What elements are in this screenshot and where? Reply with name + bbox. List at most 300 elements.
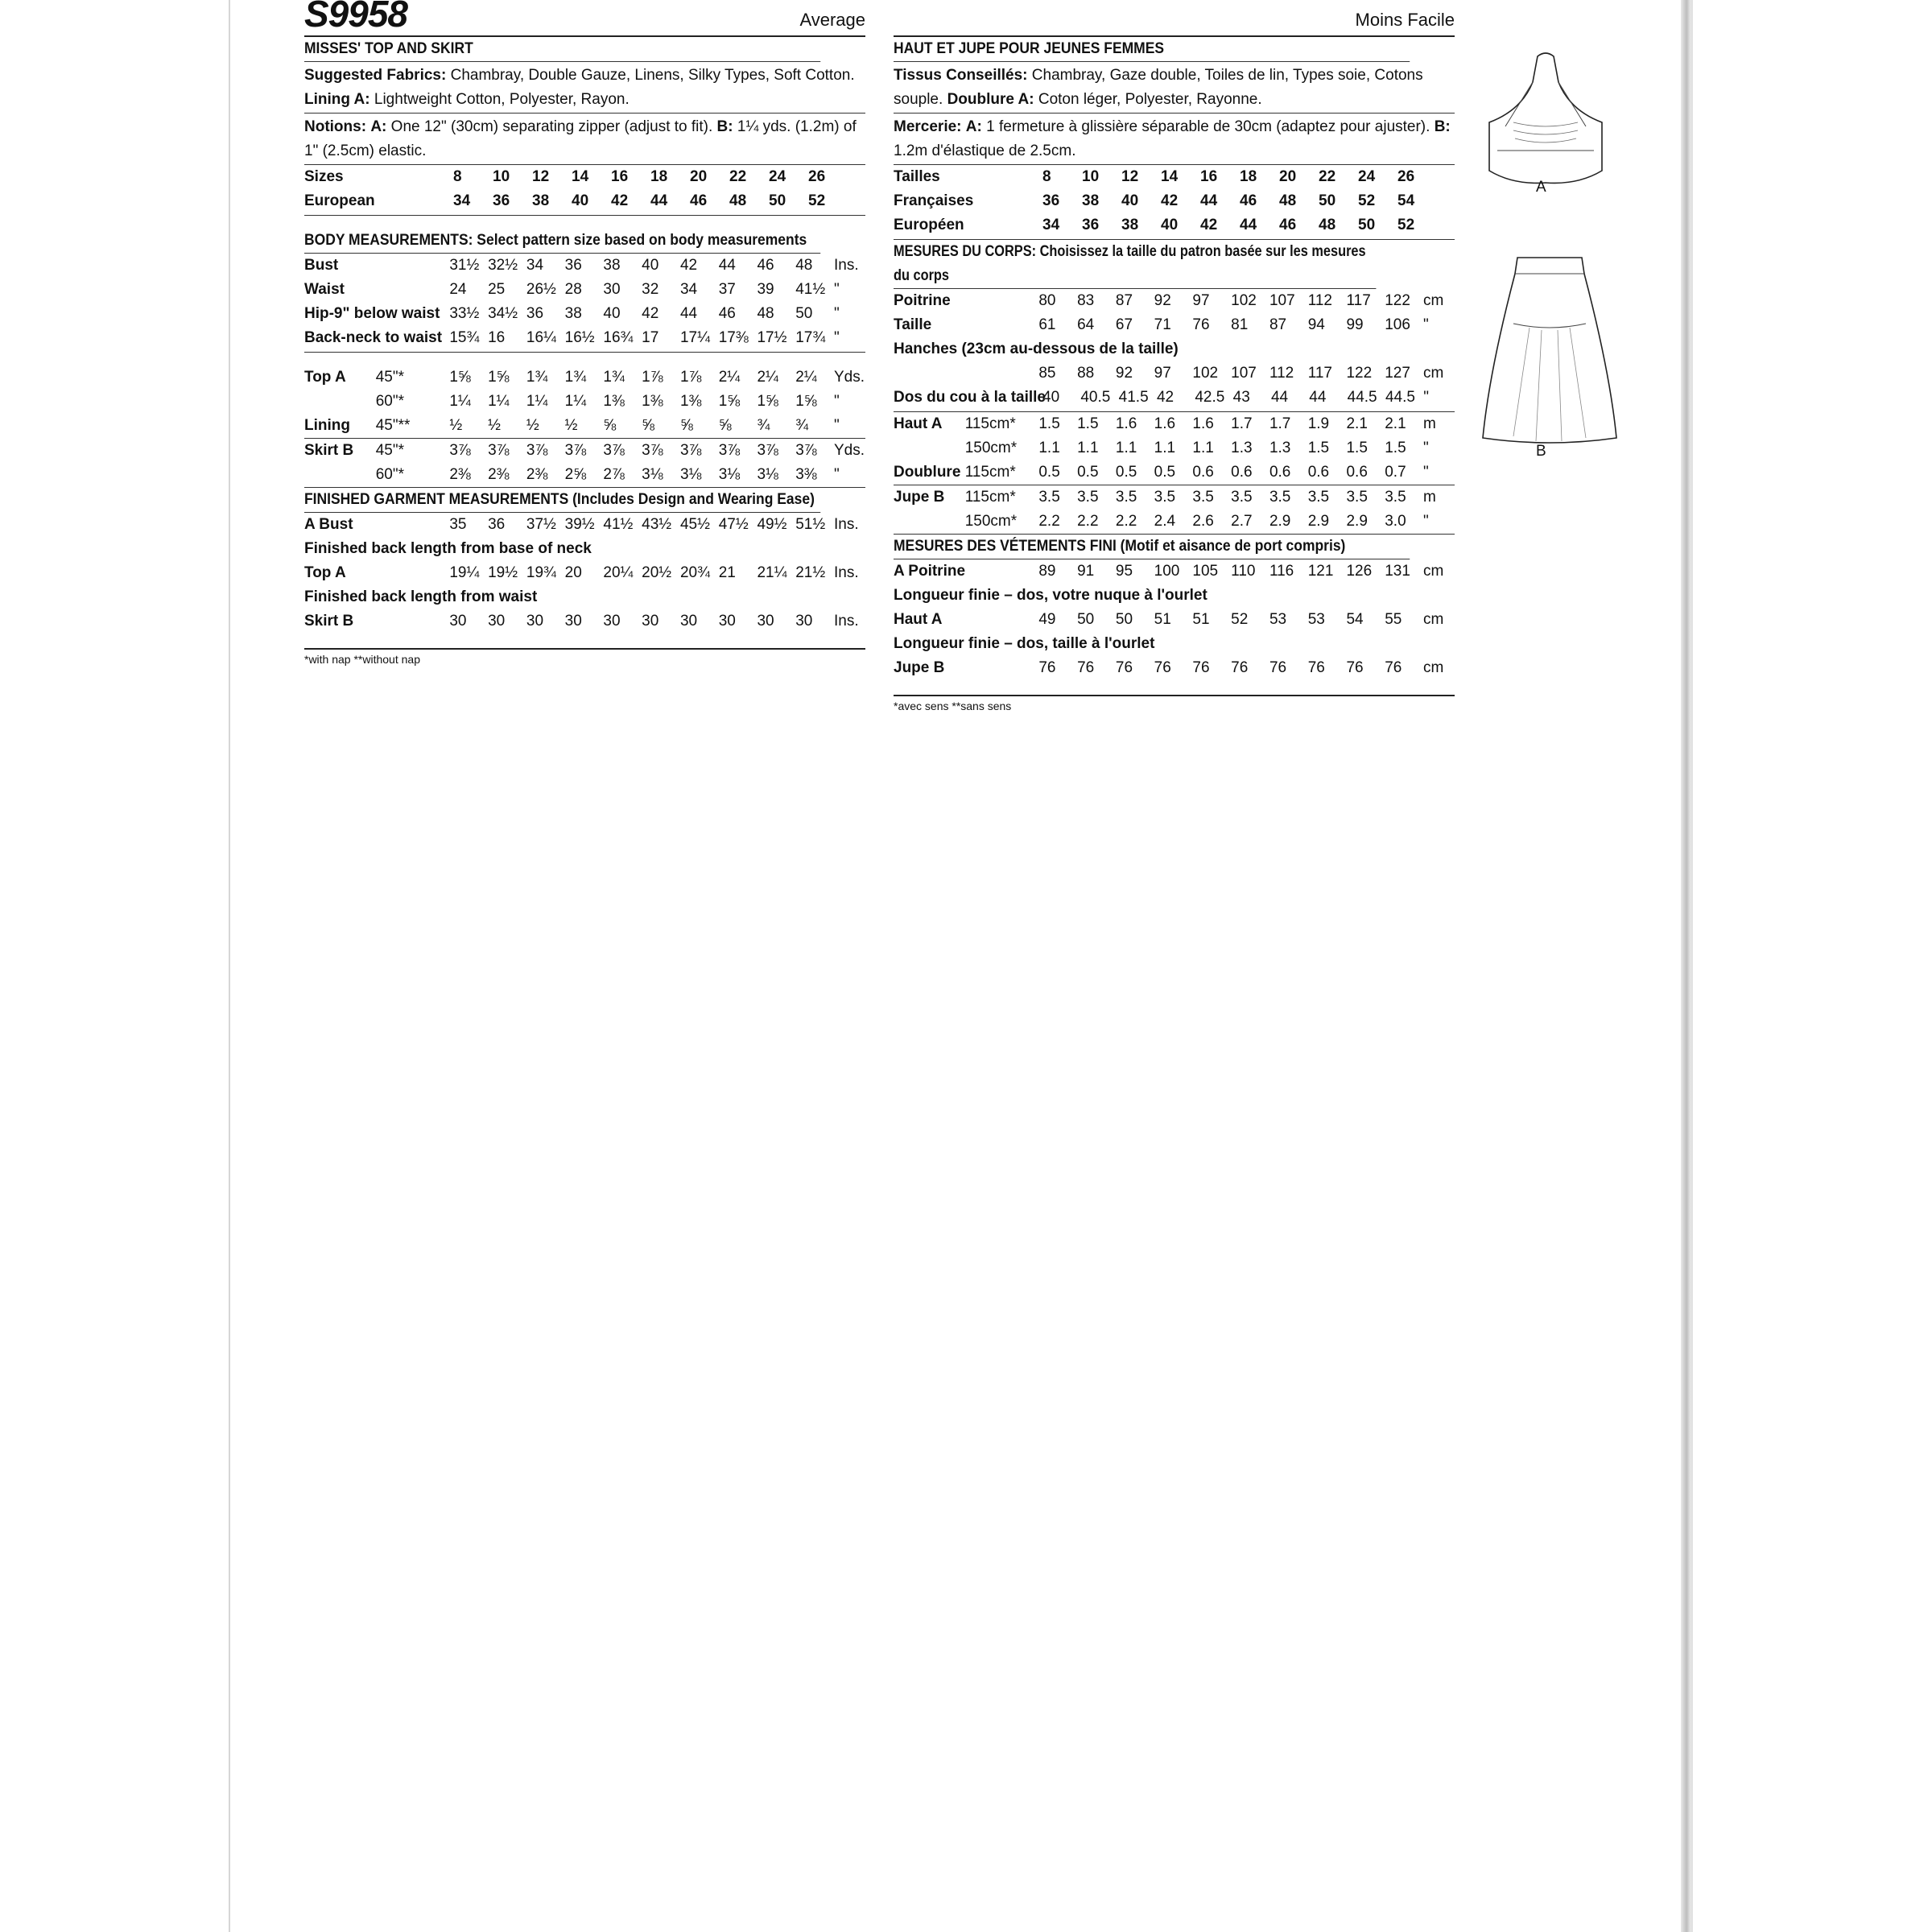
cell: 3⅞: [718, 442, 741, 459]
cell: 16: [611, 168, 629, 185]
cell: 99: [1346, 316, 1364, 333]
cell: 24: [449, 281, 467, 298]
cell: ¾: [757, 417, 770, 434]
cell: 44: [1240, 217, 1257, 233]
cell: 3.5: [1346, 489, 1368, 506]
cell: 3.5: [1077, 489, 1099, 506]
cell: 1.5: [1077, 415, 1099, 432]
cell: 34: [1042, 217, 1060, 233]
cell: 41.5: [1118, 389, 1149, 406]
cell: 116: [1269, 563, 1294, 580]
cell: 3.5: [1307, 489, 1330, 506]
cell: 52: [1397, 217, 1415, 233]
cell: 1⅞: [679, 369, 702, 386]
cell: 3⅜: [795, 466, 817, 483]
cell: 91: [1077, 563, 1095, 580]
cell: 76: [1269, 659, 1287, 676]
cell: 92: [1115, 365, 1133, 382]
cell: 36: [488, 516, 506, 533]
cell: 3.5: [1385, 489, 1406, 506]
cell: 39½: [564, 516, 595, 533]
cell: 2¼: [757, 369, 778, 386]
cell: 1.5: [1385, 440, 1406, 456]
body-row: Waist 24 25 26½ 28 30 32 34 37 39 41½ ": [304, 278, 865, 302]
cell: 3⅞: [488, 442, 510, 459]
cell: 1⅝: [449, 369, 471, 386]
finished-heading: FINISHED GARMENT MEASUREMENTS (Includes Design and Wearing Ease): [304, 488, 820, 513]
cell: 3⅞: [449, 442, 471, 459]
cell: 126: [1346, 563, 1373, 580]
cell: 106: [1385, 316, 1410, 333]
cell: 14: [1161, 168, 1179, 185]
cell: 51: [1192, 611, 1210, 628]
body-measurements-heading: BODY MEASUREMENTS: Select pattern size based on body measurements: [304, 229, 820, 254]
body-row: Bust 31½ 32½ 34 36 38 40 42 44 46 48 Ins.: [304, 254, 865, 278]
cell: 117: [1307, 365, 1332, 382]
cell: 0.6: [1231, 464, 1253, 481]
size-table: [304, 165, 865, 216]
cell: 127: [1385, 365, 1410, 382]
cell: 2.7: [1231, 513, 1253, 530]
cell: 1⅞: [642, 369, 663, 386]
cell: 3⅛: [679, 466, 702, 483]
cell: 30: [449, 613, 467, 630]
cell: 122: [1346, 365, 1373, 382]
cell: 35: [449, 516, 467, 533]
skirt-illustration: [1481, 251, 1618, 444]
cell: 1.6: [1192, 415, 1214, 432]
cell: 0.6: [1192, 464, 1214, 481]
cell: 51½: [795, 516, 826, 533]
cell: 44.5: [1385, 389, 1415, 406]
cell: 22: [1319, 168, 1336, 185]
cell: 76: [1192, 659, 1210, 676]
cell: 44: [1200, 192, 1218, 209]
cell: 1.3: [1269, 440, 1291, 456]
header-fr: [894, 0, 1455, 37]
cell: 41½: [795, 281, 826, 298]
footnote: *with nap **without nap: [304, 648, 865, 666]
garment-title: MISSES' TOP AND SKIRT: [304, 37, 820, 62]
cell: 76: [1307, 659, 1325, 676]
cell: 26½: [526, 281, 556, 298]
cell: 45½: [679, 516, 710, 533]
cell: 2.9: [1346, 513, 1368, 530]
cell: 1⅜: [603, 393, 625, 410]
cell: 52: [1358, 192, 1376, 209]
top-length-heading: Longueur finie – dos, votre nuque à l'ourlet: [894, 587, 1208, 604]
hip-row: 85 88 92 97 102 107 112 117 122 127 cm: [894, 361, 1455, 386]
cell: 100: [1154, 563, 1180, 580]
cell: 24: [769, 168, 786, 185]
sizes-row: Sizes 8 10 12 14 16 18 20 22 24 26: [304, 165, 865, 189]
cell: ½: [564, 417, 578, 434]
cell: 40: [572, 192, 589, 209]
cell: 95: [1115, 563, 1133, 580]
cell: 107: [1269, 292, 1295, 309]
cell: 19¾: [526, 564, 556, 581]
cell: 34: [526, 257, 544, 274]
top-illustration: [1481, 50, 1610, 187]
footnote-fr: *avec sens **sans sens: [894, 695, 1455, 712]
body-row: Poitrine 80 83 87 92 97 102 107 112 117 122 cm: [894, 289, 1455, 313]
finished-bust-row: A Poitrine 89 91 95 100 105 110 116 121 126 131 cm: [894, 559, 1455, 584]
cell: 2.1: [1346, 415, 1368, 432]
finished-measurements-fr: [894, 559, 1455, 680]
body-measurements-table: [304, 254, 865, 353]
top-length-row: Haut A 49 50 50 51 51 52 53 53 54 55 cm: [894, 608, 1455, 632]
yardage-row: Top A 45"* 1⅝ 1⅝ 1¾ 1¾ 1¾ 1⅞ 1⅞ 2¼ 2¼ 2¼ Yds.: [304, 365, 865, 390]
cell: 38: [532, 192, 550, 209]
cell: 19½: [488, 564, 518, 581]
yardage-row: Skirt B 45"* 3⅞ 3⅞ 3⅞ 3⅞ 3⅞ 3⅞ 3⅞ 3⅞ 3⅞ 3⅞ Yds.: [304, 439, 865, 463]
cell: 38: [564, 305, 582, 322]
cell: 42: [679, 257, 698, 274]
cell: 46: [1279, 217, 1297, 233]
cell: 38: [1082, 192, 1100, 209]
cell: 48: [757, 305, 774, 322]
cell: 0.6: [1307, 464, 1330, 481]
cell: 16¾: [603, 329, 634, 346]
cell: 48: [729, 192, 747, 209]
cell: 31½: [449, 257, 480, 274]
cell: 3.0: [1385, 513, 1406, 530]
cell: 0.5: [1077, 464, 1099, 481]
cell: 36: [493, 192, 510, 209]
cell: 3⅞: [642, 442, 663, 459]
yardage-row: 60"* 1¼ 1¼ 1¼ 1¼ 1⅜ 1⅜ 1⅜ 1⅝ 1⅝ 1⅝ ": [304, 390, 865, 414]
cell: 112: [1269, 365, 1294, 382]
cell: 44.5: [1347, 389, 1377, 406]
header: [304, 0, 865, 37]
top-length-heading: Finished back length from base of neck: [304, 540, 592, 557]
finished-bust-row: A Bust 35 36 37½ 39½ 41½ 43½ 45½ 47½ 49½ 51½ Ins.: [304, 513, 865, 537]
cell: 46: [690, 192, 708, 209]
cell: 30: [795, 613, 813, 630]
cell: 1.6: [1115, 415, 1137, 432]
cell: 10: [493, 168, 510, 185]
cell: 0.6: [1269, 464, 1291, 481]
cell: 22: [729, 168, 747, 185]
garment-title-fr: HAUT ET JUPE POUR JEUNES FEMMES: [894, 37, 1410, 62]
cell: 112: [1307, 292, 1332, 309]
cell: 3.5: [1038, 489, 1060, 506]
cell: 46: [718, 305, 736, 322]
cell: 26: [1397, 168, 1415, 185]
cell: 32: [642, 281, 659, 298]
cell: 18: [650, 168, 668, 185]
view-a-label: A: [1536, 179, 1546, 196]
cell: 105: [1192, 563, 1219, 580]
cell: 3.5: [1154, 489, 1176, 506]
cell: 102: [1192, 365, 1219, 382]
pattern-number: S9958: [304, 0, 408, 35]
cell: 54: [1397, 192, 1415, 209]
cell: 0.6: [1346, 464, 1368, 481]
cell: 3⅞: [526, 442, 548, 459]
cell: 20: [690, 168, 708, 185]
finished-heading-fr: MESURES DES VÉTEMENTS FINI (Motif et aisance de port compris): [894, 535, 1410, 559]
cell: 20¾: [679, 564, 710, 581]
cell: 2.9: [1307, 513, 1330, 530]
cell: 88: [1077, 365, 1095, 382]
cell: 37½: [526, 516, 556, 533]
cell: 1.1: [1192, 440, 1214, 456]
cell: 2⅝: [564, 466, 587, 483]
cell: 50: [1115, 611, 1133, 628]
cell: 16½: [564, 329, 595, 346]
cell: 43: [1232, 389, 1250, 406]
cell: 1¼: [526, 393, 548, 410]
cell: 0.7: [1385, 464, 1406, 481]
cell: 20: [1279, 168, 1297, 185]
cell: 2¼: [795, 369, 817, 386]
cell: 107: [1231, 365, 1257, 382]
yardage-table: [304, 365, 865, 488]
cell: 2.2: [1038, 513, 1060, 530]
cell: 50: [1358, 217, 1376, 233]
cell: 16¼: [526, 329, 556, 346]
cell: 1.5: [1346, 440, 1368, 456]
cell: 40: [1121, 192, 1139, 209]
cell: 1.1: [1154, 440, 1176, 456]
cell: 1⅜: [642, 393, 663, 410]
cell: 55: [1385, 611, 1402, 628]
cell: 2.2: [1115, 513, 1137, 530]
cell: 21½: [795, 564, 826, 581]
cell: 30: [757, 613, 774, 630]
cell: 1.1: [1077, 440, 1099, 456]
cell: 2.6: [1192, 513, 1214, 530]
cell: 49: [1038, 611, 1056, 628]
cell: 17⅜: [718, 329, 749, 346]
cell: 87: [1115, 292, 1133, 309]
cell: ½: [526, 417, 539, 434]
cell: 20¼: [603, 564, 634, 581]
cell: 0.5: [1115, 464, 1137, 481]
cell: 42: [611, 192, 629, 209]
cell: 40: [603, 305, 621, 322]
cell: 117: [1346, 292, 1371, 309]
cell: 10: [1082, 168, 1100, 185]
yardage-table-fr: [894, 412, 1455, 535]
skirt-length-heading: Finished back length from waist: [304, 588, 538, 605]
cell: 97: [1154, 365, 1171, 382]
cell: 94: [1307, 316, 1325, 333]
cell: 3.5: [1269, 489, 1291, 506]
cell: 85: [1038, 365, 1056, 382]
cell: 44: [650, 192, 668, 209]
cell: 16: [1200, 168, 1218, 185]
cell: 54: [1346, 611, 1364, 628]
body-row: Back-neck to waist 15¾ 16 16¼ 16½ 16¾ 17 17¼ 17⅜ 17½ 17¾ ": [304, 326, 865, 350]
cell: 17¼: [679, 329, 710, 346]
cell: 1.1: [1115, 440, 1137, 456]
cell: 0.5: [1038, 464, 1060, 481]
cell: 49½: [757, 516, 787, 533]
size-table-fr: [894, 165, 1455, 240]
cell: 51: [1154, 611, 1171, 628]
cell: 83: [1077, 292, 1095, 309]
sizes-row: Tailles 8 10 12 14 16 18 20 22 24 26: [894, 165, 1455, 189]
backneck-row: Dos du cou à la taille 40 40.5 41.5 42 42.5 43 44 44 44.5 44.5 ": [894, 386, 1455, 410]
cell: 44: [1309, 389, 1327, 406]
cell: 1⅜: [679, 393, 702, 410]
cell: 36: [1082, 217, 1100, 233]
body-measurements-table-fr: [894, 289, 1455, 412]
cell: 41½: [603, 516, 634, 533]
cell: 1.9: [1307, 415, 1330, 432]
european-sizes-row: European 34 36 38 40 42 44 46 48 50 52: [304, 189, 865, 213]
cell: 1⅝: [795, 393, 817, 410]
cell: 25: [488, 281, 506, 298]
cell: 18: [1240, 168, 1257, 185]
cell: 30: [564, 613, 582, 630]
cell: 3.5: [1192, 489, 1214, 506]
cell: 80: [1038, 292, 1056, 309]
cell: 15¾: [449, 329, 480, 346]
cell: 2⅞: [603, 466, 625, 483]
cell: 50: [1077, 611, 1095, 628]
cell: ⅝: [642, 417, 655, 434]
cell: 20½: [642, 564, 672, 581]
yardage-row: Haut A 115cm* 1.5 1.5 1.6 1.6 1.6 1.7 1.7 1.9 2.1 2.1 m: [894, 412, 1455, 436]
yardage-row: 60"* 2⅜ 2⅜ 2⅜ 2⅝ 2⅞ 3⅛ 3⅛ 3⅛ 3⅛ 3⅜ ": [304, 463, 865, 487]
body-row: Hip-9" below waist 33½ 34½ 36 38 40 42 44 46 48 50 ": [304, 302, 865, 326]
cell: 3⅛: [718, 466, 741, 483]
cell: ⅝: [718, 417, 732, 434]
cell: 76: [1192, 316, 1210, 333]
cell: 14: [572, 168, 589, 185]
cell: 1.5: [1307, 440, 1330, 456]
cell: 17½: [757, 329, 787, 346]
cell: 44: [1270, 389, 1289, 406]
cell: 40: [1042, 389, 1060, 406]
cell: 44: [679, 305, 698, 322]
cell: 36: [1042, 192, 1060, 209]
cell: 42: [642, 305, 659, 322]
cell: 42.5: [1195, 389, 1225, 406]
cell: 30: [488, 613, 506, 630]
cell: 1⅝: [488, 369, 510, 386]
hip-heading: Hanches (23cm au-dessous de la taille): [894, 341, 1179, 357]
cell: 1¼: [488, 393, 510, 410]
cell: 1⅝: [757, 393, 778, 410]
cell: 53: [1269, 611, 1287, 628]
cell: 2¼: [718, 369, 741, 386]
cell: 2⅜: [449, 466, 471, 483]
cell: 53: [1307, 611, 1325, 628]
cell: 3⅞: [679, 442, 702, 459]
cell: 0.5: [1154, 464, 1176, 481]
cell: 122: [1385, 292, 1410, 309]
cell: 71: [1154, 316, 1171, 333]
cell: 1¾: [564, 369, 587, 386]
cell: 48: [1319, 217, 1336, 233]
cell: 30: [718, 613, 736, 630]
cell: 40.5: [1080, 389, 1111, 406]
fabrics-info-fr: Tissus Conseillés: Chambray, Gaze double, Toiles de lin, Types soie, Cotons souple. Doublure A: Coton léger, Polyester, Rayonne.: [894, 62, 1455, 114]
difficulty-level-fr: Moins Facile: [1355, 10, 1455, 30]
cell: 21: [718, 564, 736, 581]
cell: 97: [1192, 292, 1210, 309]
cell: 2.2: [1077, 513, 1099, 530]
cell: 26: [808, 168, 826, 185]
cell: ½: [488, 417, 501, 434]
yardage-row: 150cm* 2.2 2.2 2.2 2.4 2.6 2.7 2.9 2.9 2.9 3.0 ": [894, 510, 1455, 534]
cell: 34: [679, 281, 698, 298]
cell: 38: [1121, 217, 1139, 233]
cell: 50: [769, 192, 786, 209]
cell: 43½: [642, 516, 672, 533]
cell: 2.4: [1154, 513, 1176, 530]
cell: 1¼: [564, 393, 587, 410]
cell: 3⅛: [642, 466, 663, 483]
skirt-length-row: Jupe B 76 76 76 76 76 76 76 76 76 76 cm: [894, 656, 1455, 680]
finished-measurements: [304, 513, 865, 634]
cell: 34½: [488, 305, 518, 322]
cell: 3⅞: [564, 442, 587, 459]
cell: 40: [1161, 217, 1179, 233]
cell: 47½: [718, 516, 749, 533]
french-column: [894, 0, 1455, 712]
cell: 1.7: [1269, 415, 1291, 432]
cell: 2⅜: [526, 466, 548, 483]
cell: 50: [1319, 192, 1336, 209]
yardage-row: Lining 45"** ½ ½ ½ ½ ⅝ ⅝ ⅝ ⅝ ¾ ¾ ": [304, 414, 865, 438]
european-sizes-row: Européen 34 36 38 40 42 44 46 48 50 52: [894, 213, 1455, 237]
cell: 87: [1269, 316, 1287, 333]
cell: 20: [564, 564, 582, 581]
yardage-row: 150cm* 1.1 1.1 1.1 1.1 1.1 1.3 1.3 1.5 1.5 1.5 ": [894, 436, 1455, 460]
view-b-label: B: [1536, 443, 1546, 460]
cell: 3⅛: [757, 466, 778, 483]
cell: 40: [642, 257, 659, 274]
skirt-length-row: Skirt B 30 30 30 30 30 30 30 30 30 30 Ins.: [304, 609, 865, 634]
cell: 1¾: [603, 369, 625, 386]
cell: 76: [1077, 659, 1095, 676]
cell: 42: [1161, 192, 1179, 209]
cell: 3.5: [1115, 489, 1137, 506]
cell: 3⅞: [795, 442, 817, 459]
cell: 67: [1115, 316, 1133, 333]
cell: 1¾: [526, 369, 548, 386]
cell: 81: [1231, 316, 1249, 333]
body-measurements-heading-fr: MESURES DU CORPS: Choisissez la taille du patron basée sur les mesures du corps: [894, 240, 1376, 289]
cell: 36: [526, 305, 544, 322]
cell: 19¼: [449, 564, 480, 581]
cell: 76: [1115, 659, 1133, 676]
cell: 89: [1038, 563, 1056, 580]
cell: 3.5: [1231, 489, 1253, 506]
cell: 48: [1279, 192, 1297, 209]
difficulty-level: Average: [799, 10, 865, 30]
cell: 30: [679, 613, 698, 630]
cell: 16: [488, 329, 506, 346]
fabrics-info: Suggested Fabrics: Chambray, Double Gauze, Linens, Silky Types, Soft Cotton. Lining A: Lightweight Cotton, Polyester, Rayon.: [304, 62, 865, 114]
notions-info: Notions: A: One 12" (30cm) separating zipper (adjust to fit). B: 1¼ yds. (1.2m) of 1" (2.5cm) elastic.: [304, 114, 865, 165]
cell: 12: [1121, 168, 1139, 185]
cell: ½: [449, 417, 463, 434]
cell: 38: [603, 257, 621, 274]
cell: 52: [1231, 611, 1249, 628]
cell: 44: [718, 257, 736, 274]
cell: 46: [1240, 192, 1257, 209]
cell: 30: [526, 613, 544, 630]
cell: 76: [1346, 659, 1364, 676]
cell: 30: [603, 281, 621, 298]
body-row: Taille 61 64 67 71 76 81 87 94 99 106 ": [894, 313, 1455, 337]
